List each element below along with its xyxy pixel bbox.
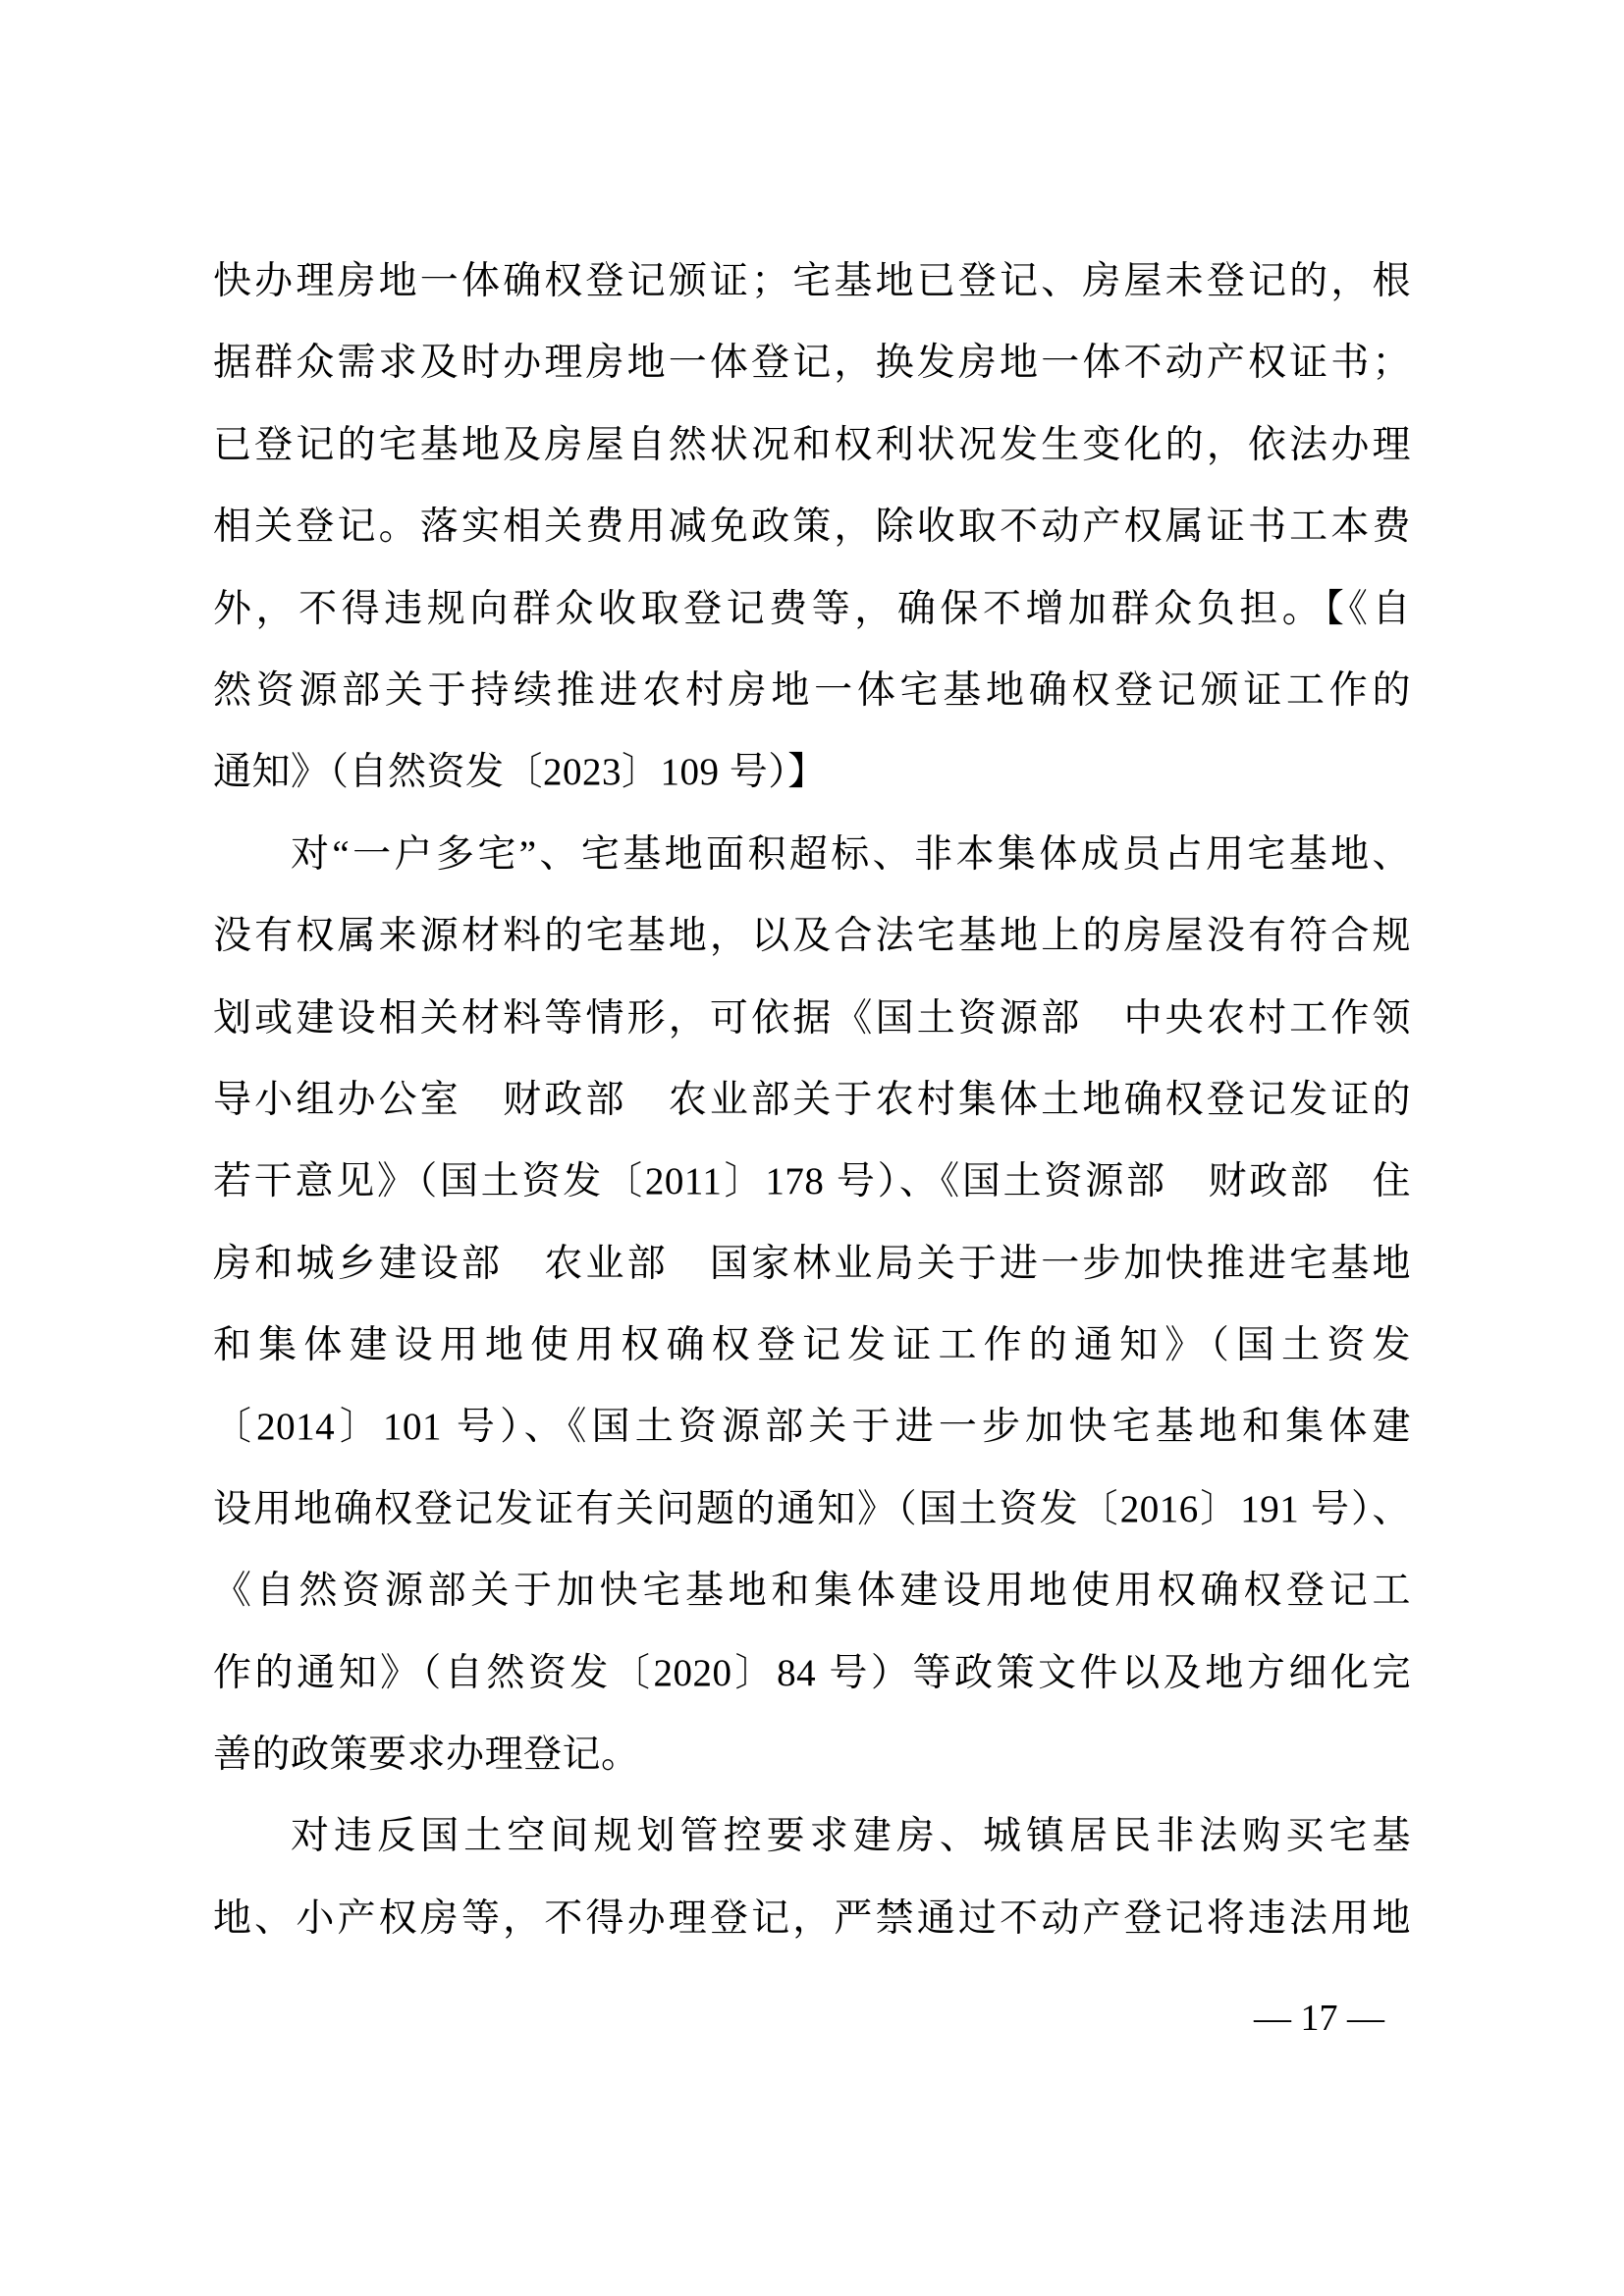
body-text: 相关登记。落实相关费用减免政策，除收取不动产权属证书工本费 bbox=[213, 506, 1411, 549]
body-text: 作的通知》（自然资发〔2020〕84 号）等政策文件以及地方细化完 bbox=[213, 1651, 1411, 1694]
text-line bbox=[213, 1632, 1411, 1714]
body-text: 没有权属来源材料的宅基地，以及合法宅基地上的房屋没有符合规 bbox=[213, 915, 1411, 958]
text-line bbox=[213, 486, 1411, 567]
body-text: 对“一户多宅”、宅基地面积超标、非本集体成员占用宅基地、 bbox=[291, 832, 1411, 876]
text-line bbox=[213, 240, 1411, 322]
text-line bbox=[213, 814, 1411, 895]
body-text: 房和城乡建设部 农业部 国家林业局关于进一步加快推进宅基地 bbox=[213, 1242, 1411, 1285]
body-text: 设用地确权登记发证有关问题的通知》（国土资发〔2016〕191 号）、 bbox=[213, 1487, 1411, 1530]
citation-text: 通知》（自然资发〔2023〕109 号）】 bbox=[213, 751, 827, 794]
text-line bbox=[213, 1878, 1411, 1959]
body-text: 若干意见》（国土资发〔2011〕178 号）、《国土资源部 财政部 住 bbox=[213, 1160, 1411, 1203]
text-line bbox=[213, 895, 1411, 977]
text-line bbox=[213, 1550, 1411, 1631]
text-line bbox=[213, 650, 1411, 731]
text-line bbox=[213, 1714, 1411, 1795]
body-text: 《自然资源部关于加快宅基地和集体建设用地使用权确权登记工 bbox=[213, 1570, 1411, 1613]
body-text: 划或建设相关材料等情形，可依据《国土资源部 中央农村工作领 bbox=[213, 996, 1411, 1040]
body-text: 善的政策要求办理登记。 bbox=[213, 1734, 640, 1777]
text-line bbox=[213, 731, 1411, 813]
text-line bbox=[213, 568, 1411, 650]
body-text: 导小组办公室 财政部 农业部关于农村集体土地确权登记发证的 bbox=[213, 1078, 1411, 1121]
body-text: 已登记的宅基地及房屋自然状况和权利状况发生变化的，依法办理 bbox=[213, 423, 1411, 466]
text-line bbox=[213, 1795, 1411, 1877]
text-line bbox=[213, 404, 1411, 486]
body-text: 对违反国土空间规划管控要求建房、城镇居民非法购买宅基 bbox=[291, 1815, 1411, 1858]
text-line bbox=[213, 978, 1411, 1059]
text-line bbox=[213, 1468, 1411, 1550]
text-line bbox=[213, 1059, 1411, 1141]
page-number: — 17 — bbox=[1254, 1998, 1384, 2039]
text-line bbox=[213, 322, 1411, 403]
body-text: 和集体建设用地使用权确权登记发证工作的通知》（国土资发 bbox=[213, 1324, 1411, 1367]
body-text: 〔2014〕101 号）、《国土资源部关于进一步加快宅基地和集体建 bbox=[213, 1406, 1411, 1449]
body-text: 快办理房地一体确权登记颁证；宅基地已登记、房屋未登记的，根 bbox=[213, 260, 1411, 302]
citation-text: 【《自 bbox=[1325, 587, 1411, 630]
text-block bbox=[213, 240, 1411, 1959]
text-line bbox=[213, 1386, 1411, 1468]
text-line bbox=[213, 1223, 1411, 1305]
body-text: 据群众需求及时办理房地一体登记，换发房地一体不动产权证书； bbox=[213, 342, 1411, 385]
body-text: 外，不得违规向群众收取登记费等，确保不增加群众负担。 bbox=[213, 587, 1326, 630]
body-text: 地、小产权房等，不得办理登记，严禁通过不动产登记将违法用地 bbox=[213, 1896, 1411, 1940]
text-line bbox=[213, 1141, 1411, 1222]
text-line bbox=[213, 1305, 1411, 1386]
page-footer bbox=[213, 1989, 1384, 2048]
citation-text: 然资源部关于持续推进农村房地一体宅基地确权登记颁证工作的 bbox=[213, 668, 1411, 712]
